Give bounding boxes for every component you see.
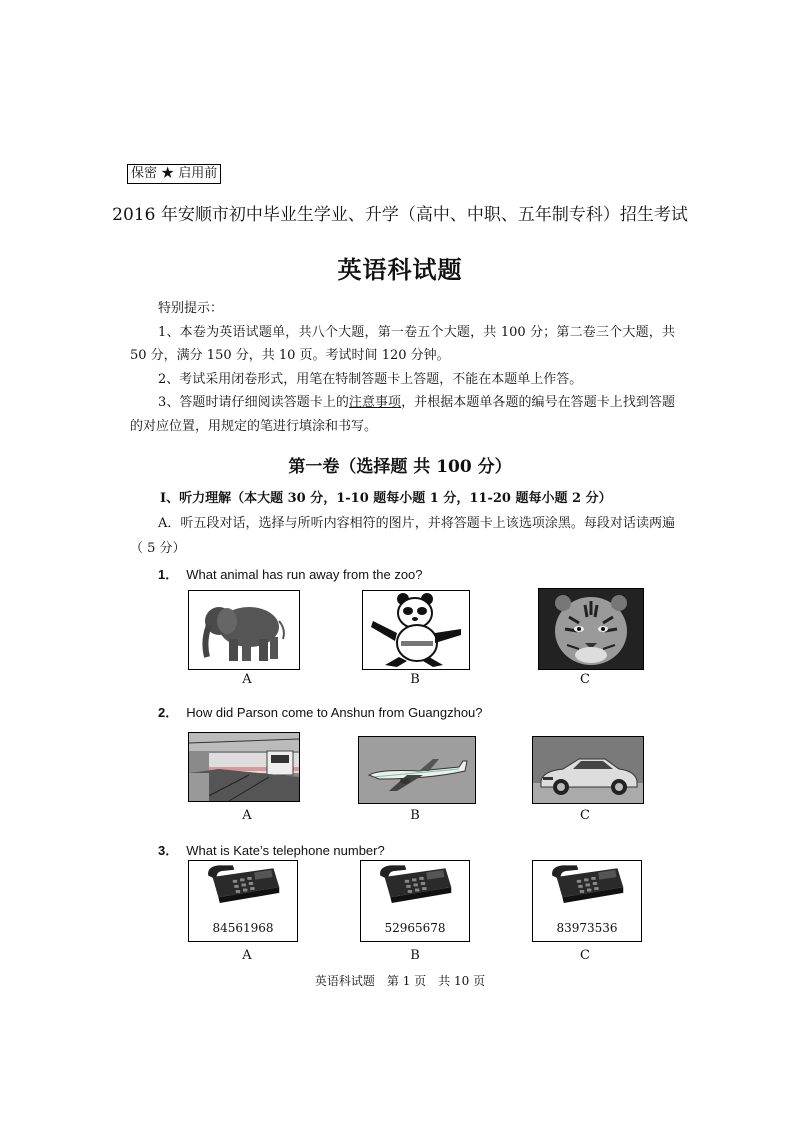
option-letter: B bbox=[410, 948, 420, 963]
option-c-car-image[interactable] bbox=[532, 736, 644, 804]
option-letter: A bbox=[242, 808, 252, 823]
option-c-tiger-image[interactable] bbox=[538, 588, 644, 670]
phone-number: 83973536 bbox=[556, 921, 618, 935]
option-a-train-image[interactable] bbox=[188, 732, 300, 802]
question-1 bbox=[158, 564, 423, 583]
airplane-icon bbox=[359, 737, 475, 803]
phone-number: 52965678 bbox=[384, 921, 446, 935]
option-letter: B bbox=[410, 808, 420, 823]
note-item-2: 2、考试采用闭卷形式，用笔在特制答题卡上答题，不能在本题单上作答。 bbox=[158, 371, 583, 387]
panda-icon bbox=[363, 591, 469, 669]
listening-instruction: A．听五段对话，选择与所听内容相符的图片，并将答题卡上该选项涂黑。每段对话读两遍（ 5 分） bbox=[130, 516, 675, 556]
question-3 bbox=[158, 840, 385, 859]
question-text: How did Parson come to Anshun from Guangzhou? bbox=[186, 705, 483, 720]
notes-heading: 特别提示： bbox=[158, 301, 224, 316]
confidential-label: 保密 ★ 启用前 bbox=[127, 164, 221, 184]
question-2 bbox=[158, 702, 483, 721]
note-item-3-post: ，并根据本题单各题的编号在答题卡上找到答题的对应位置，用规定的笔进行填涂和书写。 bbox=[130, 395, 675, 434]
option-letter: C bbox=[580, 948, 590, 963]
option-a-elephant-image[interactable] bbox=[188, 590, 300, 670]
option-letter: C bbox=[580, 808, 590, 823]
page-footer: 英语科试题 第 1 页 共 10 页 bbox=[314, 974, 486, 988]
question-number: 2． bbox=[158, 705, 179, 720]
note-item-3-underlined: 注意事项 bbox=[348, 395, 402, 410]
phone-number: 84561968 bbox=[212, 921, 274, 935]
car-icon bbox=[533, 737, 643, 803]
part-title: Ⅰ、听力理解（本大题 30 分，1-10 题每小题 1 分，11-20 题每小题 2 分） bbox=[160, 491, 612, 506]
option-b-telephone-image[interactable] bbox=[360, 860, 470, 942]
option-letter: A bbox=[242, 948, 252, 963]
option-b-airplane-image[interactable] bbox=[358, 736, 476, 804]
section-title: 第一卷（选择题 共 100 分） bbox=[288, 457, 512, 477]
option-b-panda-image[interactable] bbox=[362, 590, 470, 670]
elephant-icon bbox=[189, 591, 299, 669]
telephone-icon bbox=[533, 861, 641, 919]
question-number: 3． bbox=[158, 843, 179, 858]
option-c-telephone-image[interactable] bbox=[532, 860, 642, 942]
train-icon bbox=[189, 733, 299, 801]
option-letter: A bbox=[242, 672, 252, 687]
option-letter: C bbox=[580, 672, 590, 687]
special-notes bbox=[130, 297, 675, 438]
option-a-telephone-image[interactable] bbox=[188, 860, 298, 942]
note-item-3 bbox=[130, 391, 675, 438]
tiger-icon bbox=[539, 589, 643, 669]
subject-title: 英语科试题 bbox=[337, 255, 463, 284]
note-item-3-pre: 3、答题时请仔细阅读答题卡上的 bbox=[158, 395, 349, 410]
question-number: 1． bbox=[158, 567, 179, 582]
question-text: What animal has run away from the zoo? bbox=[186, 567, 423, 582]
option-letter: B bbox=[410, 672, 420, 687]
note-item-1: 1、本卷为英语试题单，共八个大题，第一卷五个大题，共 100 分；第二卷三个大题，共 50 分，满分 150 分，共 10 页。考试时间 120 分钟。 bbox=[130, 324, 675, 363]
telephone-icon bbox=[361, 861, 469, 919]
exam-title: 2016 年安顺市初中毕业生学业、升学（高中、中职、五年制专科）招生考试 bbox=[112, 205, 688, 225]
question-text: What is Kate’s telephone number? bbox=[186, 843, 385, 858]
telephone-icon bbox=[189, 861, 297, 919]
